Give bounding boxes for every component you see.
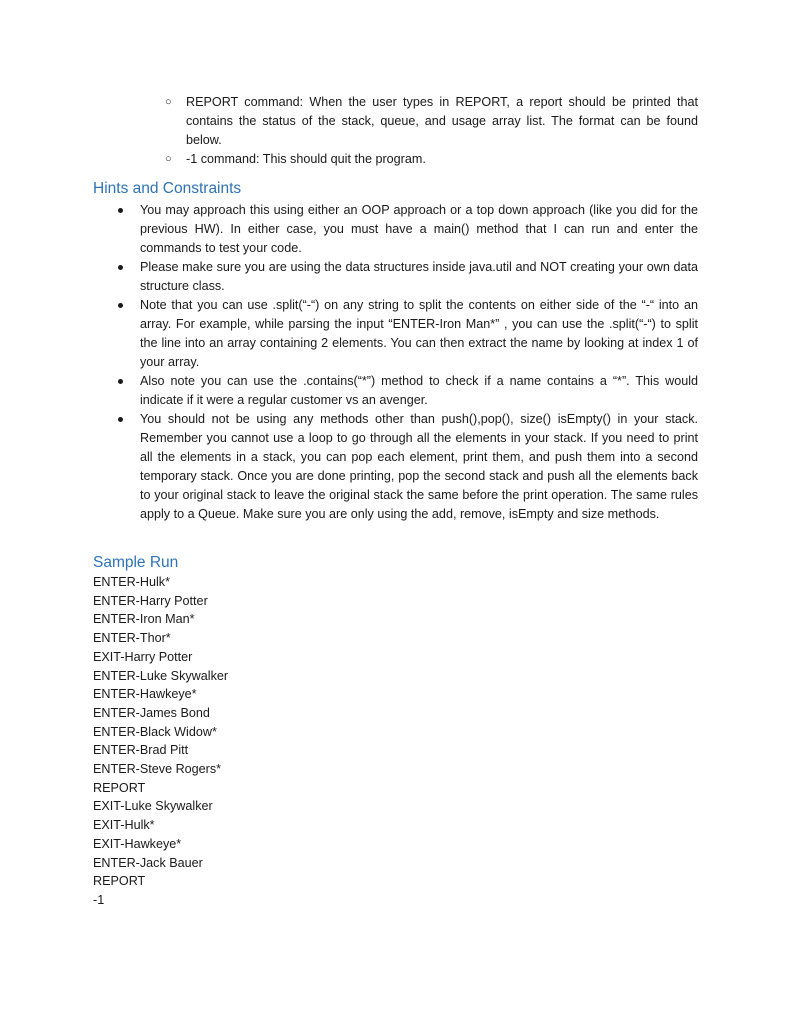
hint-item (118, 201, 698, 258)
sample-line: ENTER-Steve Rogers* (93, 762, 222, 777)
circle-bullet-icon: ○ (165, 153, 172, 165)
hint-item (118, 258, 698, 296)
hint-text: You may approach this using either an OOP approach or a top down approach (like you did for the previous HW). In either case, you must have a main() method that I can run and enter the commands to test your code. (140, 203, 698, 255)
hint-item (118, 410, 698, 524)
sample-line: ENTER-Brad Pitt (93, 743, 189, 758)
quit-command-text: -1 command: This should quit the program. (186, 152, 426, 166)
report-command-item (165, 93, 698, 150)
sample-line: ENTER-Harry Potter (93, 593, 208, 608)
sample-run-lines (93, 573, 228, 910)
hints-heading: Hints and Constraints (93, 180, 242, 197)
sample-line: ENTER-Black Widow* (93, 724, 217, 739)
bullet-dot-icon (118, 208, 123, 213)
bullet-dot-icon (118, 303, 123, 308)
sample-line: ENTER-Hawkeye* (93, 687, 197, 702)
sample-line: ENTER-Thor* (93, 631, 171, 646)
sample-line: EXIT-Harry Potter (93, 649, 193, 664)
hints-list (118, 201, 698, 524)
hint-item (118, 372, 698, 410)
hint-text: Please make sure you are using the data structures inside java.util and NOT creating your own data structure class. (140, 260, 698, 293)
sample-line: EXIT-Hawkeye* (93, 836, 182, 851)
report-command-text: REPORT command: When the user types in REPORT, a report should be printed that contains the status of the stack, queue, and usage array list. The format can be found below. (186, 95, 698, 147)
bullet-dot-icon (118, 417, 123, 422)
sample-line: -1 (93, 892, 105, 907)
hint-item (118, 296, 698, 372)
sample-line: REPORT (93, 780, 146, 795)
sample-line: EXIT-Luke Skywalker (93, 799, 213, 814)
bullet-dot-icon (118, 265, 123, 270)
sample-line: ENTER-James Bond (93, 705, 210, 720)
hint-text: You should not be using any methods other than push(),pop(), size() isEmpty() in your stack. Remember you cannot use a loop to go through all the elements in your stack. If you need to print all the elements in a stack, you can pop each element, print them, and push them into a second temporary stack. Once you are done printing, pop the second stack and push all the elements back to your original stack to leave the original stack the same before the print operation. The same rules apply to a Queue. Make sure you are only using the add, remove, isEmpty and size methods. (140, 412, 698, 521)
quit-command-item (165, 150, 698, 169)
sample-line: REPORT (93, 874, 146, 889)
sample-line: ENTER-Luke Skywalker (93, 668, 229, 683)
hint-text: Also note you can use the .contains(“*”) method to check if a name contains a “*”. This would indicate if it were a regular customer vs an avenger. (140, 374, 698, 407)
bullet-dot-icon (118, 379, 123, 384)
circle-bullet-icon: ○ (165, 96, 172, 108)
sample-line: ENTER-Iron Man* (93, 612, 195, 627)
sample-line: ENTER-Hulk* (93, 575, 170, 589)
sample-run-heading: Sample Run (93, 554, 179, 571)
hint-text: Note that you can use .split(“-“) on any string to split the contents on either side of the “-“ into an array. For example, while parsing the input “ENTER-Iron Man*” , you can use the .split(“-“) to split the line into an array containing 2 elements. You can then extract the name by looking at index 1 of your array. (140, 298, 698, 369)
command-sub-list (165, 93, 698, 169)
sample-line: ENTER-Jack Bauer (93, 855, 203, 870)
sample-line: EXIT-Hulk* (93, 818, 155, 833)
